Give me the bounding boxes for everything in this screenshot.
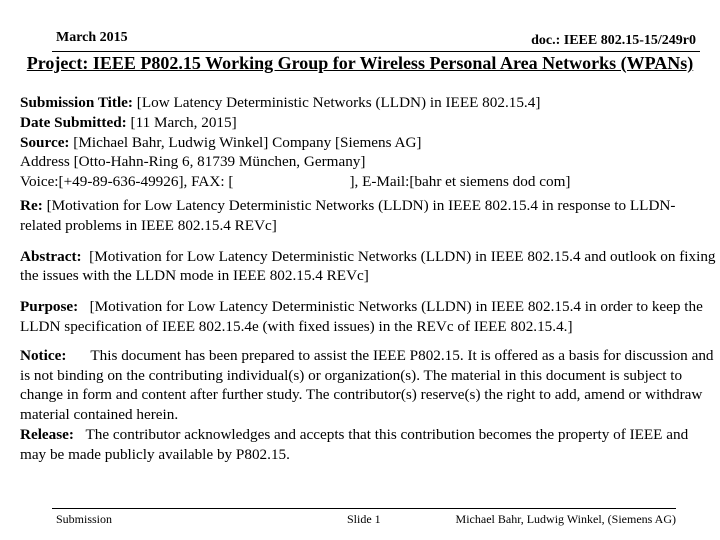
notice-label: Notice: — [20, 346, 67, 364]
notice-text: This document has been prepared to assist the IEEE P802.15. It is offered as a basis for discussion and is not binding on the contributing individual(s) or organization(s). The material in this document is subject to change in form and content after further study. The contributor(s) reserve(s) the right to add, amend or withdraw material contained herein. — [20, 346, 714, 424]
voice-fax: Voice:[+49-89-636-49926], FAX: [ — [20, 173, 234, 191]
header-doc-id: doc.: IEEE 802.15-15/249r0 — [531, 33, 696, 48]
contact-line — [20, 172, 716, 192]
abstract-text: [Motivation for Low Latency Deterministic Networks (LLDN) in IEEE 802.15.4 and outlook on fixing the issues with the LLDN mode in IEEE 802.15.4 REVc] — [20, 247, 716, 285]
re-label: Re: — [20, 196, 43, 214]
release-paragraph — [20, 425, 716, 465]
purpose-label: Purpose: — [20, 298, 79, 316]
address-line: Address [Otto-Hahn-Ring 6, 81739 München, Germany] — [20, 153, 366, 171]
project-title: Project: IEEE P802.15 Working Group for Wireless Personal Area Networks (WPANs) — [26, 53, 694, 73]
footer-submission: Submission — [56, 512, 113, 526]
release-label: Release: — [20, 425, 74, 443]
footer-slide-number: Slide 1 — [347, 512, 381, 526]
date-submitted-value: [11 March, 2015] — [130, 113, 237, 131]
document-body — [20, 93, 716, 465]
header-date: March 2015 — [56, 30, 128, 45]
date-submitted-label: Date Submitted: — [20, 113, 127, 131]
submission-title-line — [20, 93, 716, 113]
re-paragraph — [20, 196, 716, 236]
notice-paragraph — [20, 346, 716, 425]
source-label: Source: — [20, 133, 70, 151]
abstract-paragraph — [20, 247, 716, 287]
source-value: [Michael Bahr, Ludwig Winkel] Company [Siemens AG] — [73, 133, 422, 151]
email: ], E-Mail:[bahr et siemens dod com] — [349, 173, 571, 191]
re-text: [Motivation for Low Latency Deterministic Networks (LLDN) in IEEE 802.15.4 in response to LLDN-related problems in IEEE 802.15.4 REVc] — [20, 196, 676, 234]
source-line — [20, 133, 716, 153]
footer-authors: Michael Bahr, Ludwig Winkel, (Siemens AG) — [455, 512, 676, 526]
purpose-text: [Motivation for Low Latency Deterministic Networks (LLDN) in IEEE 802.15.4 in order to keep the LLDN specification of IEEE 802.15.4e (with fixed issues) in the REVc of IEEE 802.15.4.] — [20, 298, 703, 335]
submission-title-label: Submission Title: — [20, 94, 133, 111]
submission-title-value: [Low Latency Deterministic Networks (LLDN) in IEEE 802.15.4] — [136, 94, 541, 111]
header-divider — [52, 51, 700, 52]
footer-divider — [52, 508, 676, 509]
abstract-label: Abstract: — [20, 247, 82, 265]
release-text: The contributor acknowledges and accepts that this contribution becomes the property of IEEE and may be made publicly available by P802.15. — [20, 425, 689, 463]
purpose-paragraph — [20, 297, 716, 337]
date-submitted-line — [20, 113, 716, 133]
